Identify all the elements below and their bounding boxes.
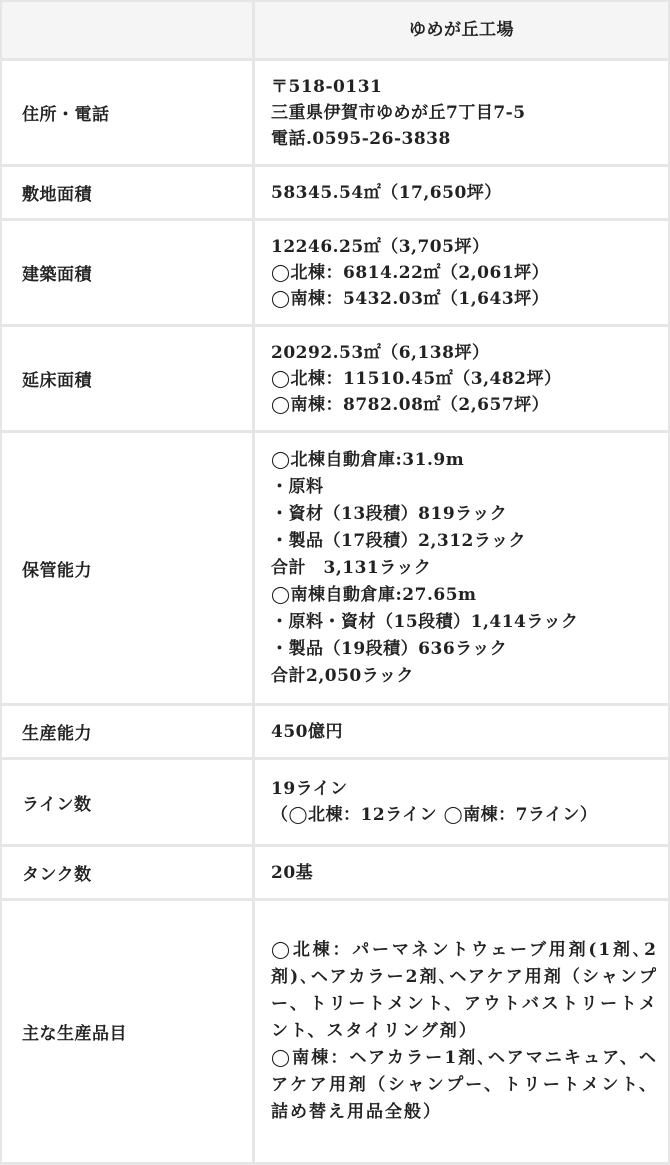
value-line: 20基 <box>271 862 314 883</box>
row-label-site-area <box>2 167 252 218</box>
value-line: ◯南棟：8782.08㎡（2,657坪） <box>271 394 550 415</box>
label-text: 主な生産品目 <box>22 1024 127 1044</box>
header-corner-cell <box>2 2 252 58</box>
phone-number: 電話.0595-26-3838 <box>271 128 451 149</box>
value-line: ◯南棟：5432.03㎡（1,643坪） <box>271 288 550 309</box>
label-text: 建築面積 <box>22 265 92 285</box>
value-line: 58345.54㎡（17,650坪） <box>271 182 502 203</box>
value-line: ◯北棟：6814.22㎡（2,061坪） <box>271 262 550 283</box>
value-line: 450億円 <box>271 721 343 742</box>
south-building-products: ◯南棟：ヘアカラー1剤､ヘアマニキュア、ヘアケア用剤（シャンプー、トリートメント、詰め替え用品全般） <box>271 1048 658 1122</box>
row-value-site-area <box>255 167 668 218</box>
value-line: ・資材（13段積）819ラック <box>271 503 508 524</box>
row-label-production-capacity <box>2 706 252 757</box>
value-line: ◯北棟：11510.45㎡（3,482坪） <box>271 368 562 389</box>
row-value-building-area <box>255 221 668 324</box>
row-value-production-capacity <box>255 706 668 757</box>
value-line: 19ライン <box>271 779 348 799</box>
address-line: 三重県伊賀市ゆめが丘7丁目7-5 <box>271 102 526 123</box>
row-value-main-products <box>255 901 668 1162</box>
north-building-products: ◯北棟：パーマネントウェーブ用剤(1剤､2剤)､ヘアカラー2剤､ヘアケア用剤（シャンプー、トリートメント、アウトバストリートメント、スタイリング剤） <box>271 940 658 1041</box>
label-text: 敷地面積 <box>22 185 92 205</box>
value-line: ・製品（19段積）636ラック <box>271 638 508 659</box>
label-text: 延床面積 <box>22 371 92 391</box>
value-line: （◯北棟：12ライン ◯南棟：7ライン） <box>271 805 598 825</box>
row-label-tank-count <box>2 847 252 898</box>
row-value-line-count <box>255 760 668 844</box>
label-text: ライン数 <box>22 794 92 815</box>
row-label-main-products <box>2 901 252 1162</box>
value-line: ・製品（17段積）2,312ラック <box>271 530 527 551</box>
row-label-storage <box>2 433 252 703</box>
row-label-address <box>2 61 252 164</box>
row-value-address <box>255 61 668 164</box>
row-value-storage <box>255 433 668 703</box>
label-text: 生産能力 <box>22 724 92 744</box>
postal-code: 〒518-0131 <box>271 76 383 97</box>
value-line: ・原料・資材（15段積）1,414ラック <box>271 611 579 632</box>
value-line: ◯北棟自動倉庫:31.9m <box>271 449 465 470</box>
row-label-building-area <box>2 221 252 324</box>
row-value-floor-area <box>255 327 668 430</box>
value-line: 合計2,050ラック <box>271 665 414 686</box>
value-line: ・原料 <box>271 476 324 497</box>
value-line: 合計 3,131ラック <box>271 557 432 578</box>
value-line: 12246.25㎡（3,705坪） <box>271 236 490 257</box>
header-title-cell <box>255 2 668 58</box>
value-line: ◯南棟自動倉庫:27.65m <box>271 584 477 605</box>
label-text: タンク数 <box>22 865 92 885</box>
value-line: 20292.53㎡（6,138坪） <box>271 342 490 363</box>
row-value-tank-count <box>255 847 668 898</box>
row-label-floor-area <box>2 327 252 430</box>
factory-name: ゆめが丘工場 <box>409 20 514 40</box>
label-text: 住所・電話 <box>22 105 110 125</box>
label-text: 保管能力 <box>22 560 92 581</box>
row-label-line-count <box>2 760 252 844</box>
